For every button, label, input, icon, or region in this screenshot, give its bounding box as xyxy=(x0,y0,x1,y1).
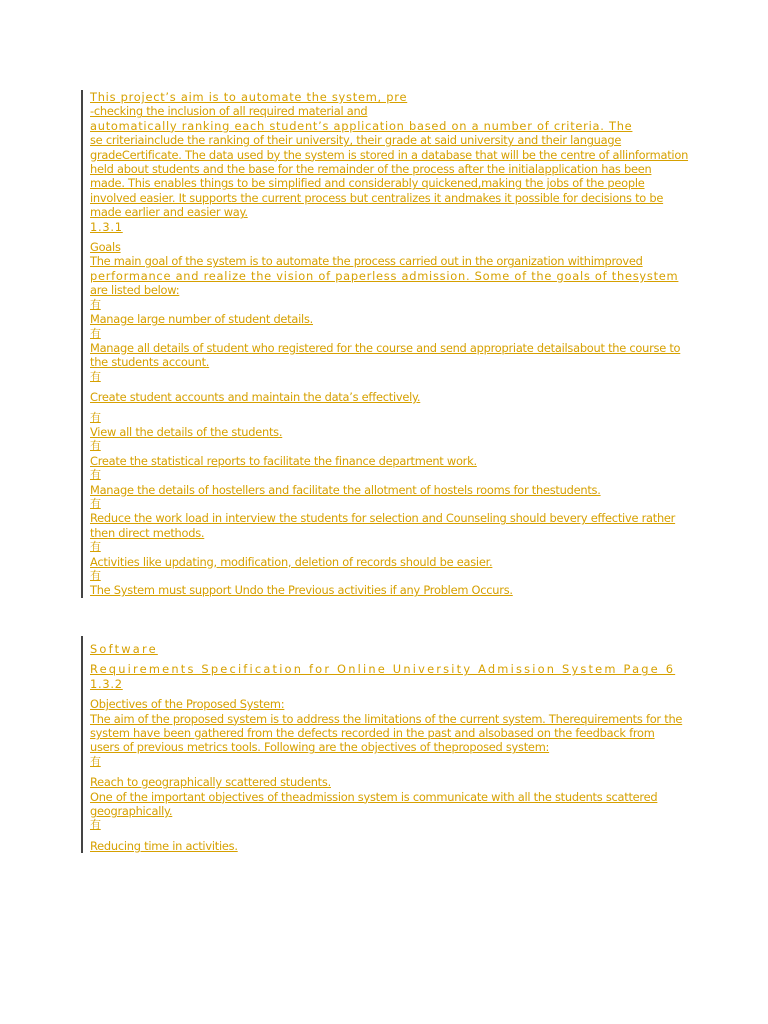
text-line: Reduce the work load in interview the students for selection and Counseling should bevery effective rather xyxy=(90,511,676,526)
document-section-goals xyxy=(81,90,690,598)
bullet-glyph: 有 xyxy=(90,326,101,340)
text-line: the students account. xyxy=(90,355,210,370)
text-line: performance and realize the vision of paperless admission. Some of the goals of thesystem xyxy=(90,268,679,283)
bullet-glyph: 有 xyxy=(90,754,101,768)
text-line: Reducing time in activities. xyxy=(90,838,238,853)
text-line: then direct methods. xyxy=(90,525,205,540)
text-line: Manage all details of student who registered for the course and send appropriate detailsabout the course to xyxy=(90,340,681,355)
text-line: made. This enables things to be simplified and considerably quickened,making the jobs of the people xyxy=(90,176,645,191)
text-line: Manage large number of student details. xyxy=(90,312,314,327)
text-line: The System must support Undo the Previous activities if any Problem Occurs. xyxy=(90,583,513,598)
bullet-glyph: 有 xyxy=(90,297,101,311)
bullet-glyph: 有 xyxy=(90,439,101,453)
text-line: One of the important objectives of theadmission system is communicate with all the students scattered xyxy=(90,789,658,804)
text-line: system have been gathered from the defects recorded in the past and alsobased on the feedback from xyxy=(90,726,655,741)
bullet-glyph: 有 xyxy=(90,369,101,383)
text-line: View all the details of the students. xyxy=(90,424,283,439)
text-line: gradeCertificate. The data used by the system is stored in a database that will be the centre of allinformation xyxy=(90,147,689,162)
text-line: Requirements Specification for Online University Admission System Page 6 xyxy=(90,662,676,677)
text-line: -checking the inclusion of all required material and xyxy=(90,104,368,119)
text-line: Objectives of the Proposed System: xyxy=(90,697,285,712)
bullet-glyph: 有 xyxy=(90,468,101,482)
text-line: held about students and the base for the remainder of the process after the initialapplication has been xyxy=(90,162,652,177)
document-section-objectives xyxy=(81,636,690,853)
text-line: This project’s aim is to automate the system, pre xyxy=(90,90,408,104)
text-line: Software xyxy=(90,642,158,656)
text-line: Manage the details of hostellers and facilitate the allotment of hostels rooms for thestudents. xyxy=(90,482,601,497)
text-line: 1.3.2 xyxy=(90,676,123,691)
text-line: Goals xyxy=(90,240,121,255)
text-line: automatically ranking each student’s application based on a number of criteria. The xyxy=(90,118,633,133)
bullet-glyph: 有 xyxy=(90,410,101,424)
bullet-glyph: 有 xyxy=(90,496,101,510)
text-line: The main goal of the system is to automate the process carried out in the organization withimproved xyxy=(90,254,643,269)
text-line: The aim of the proposed system is to address the limitations of the current system. Therequirements for the xyxy=(90,711,683,726)
text-line: geographically. xyxy=(90,804,173,819)
text-line: users of previous metrics tools. Following are the objectives of theproposed system: xyxy=(90,740,550,755)
text-line: 1.3.1 xyxy=(90,219,123,234)
bullet-glyph: 有 xyxy=(90,818,101,832)
text-line: Create the statistical reports to facilitate the finance department work. xyxy=(90,453,477,468)
text-line: are listed below: xyxy=(90,283,180,298)
text-line: Reach to geographically scattered students. xyxy=(90,775,331,790)
text-line: made earlier and easier way. xyxy=(90,205,248,220)
text-line: involved easier. It supports the current process but centralizes it andmakes it possible for decisions to be xyxy=(90,190,664,205)
text-line: Activities like updating, modification, deletion of records should be easier. xyxy=(90,554,493,569)
bullet-glyph: 有 xyxy=(90,540,101,554)
bullet-glyph: 有 xyxy=(90,569,101,582)
text-line: Create student accounts and maintain the data’s effectively. xyxy=(90,390,421,405)
text-line: se criteriainclude the ranking of their university, their grade at said university and their language xyxy=(90,133,622,148)
